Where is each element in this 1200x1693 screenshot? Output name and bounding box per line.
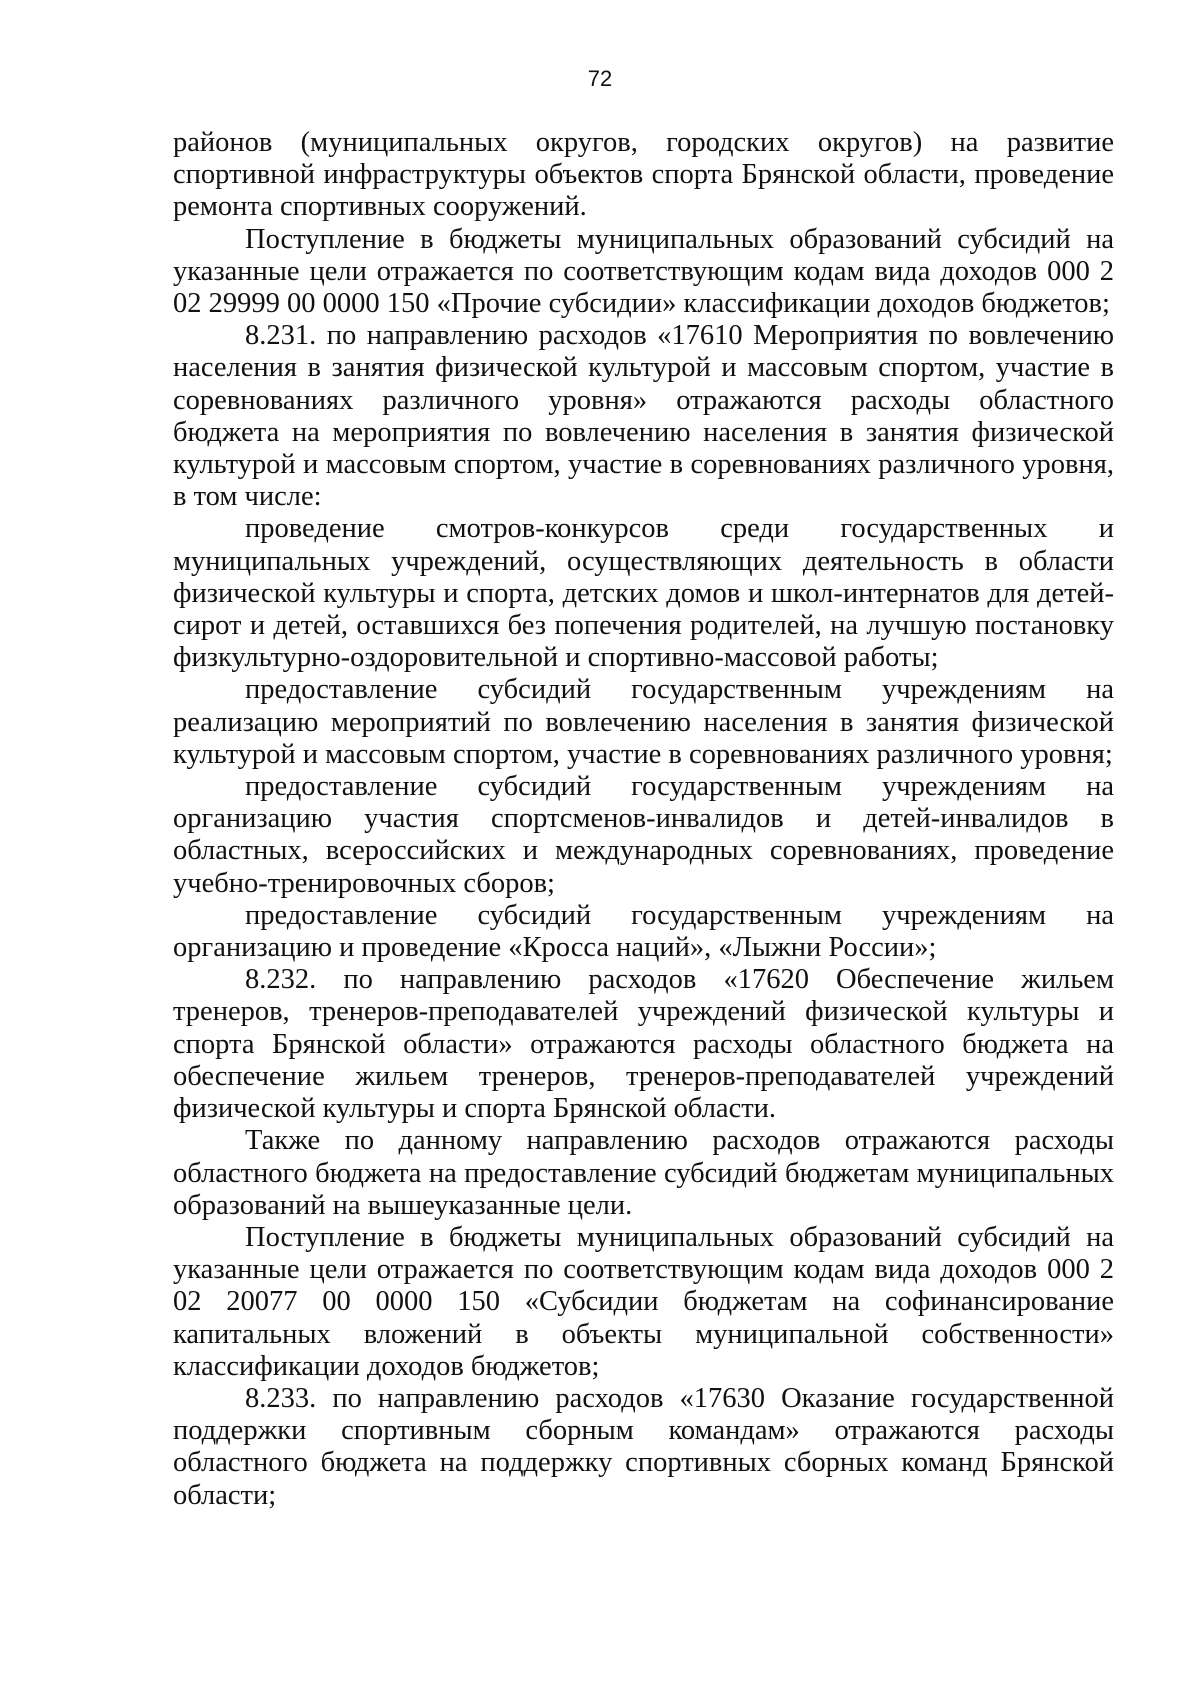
document-body xyxy=(173,127,1114,1512)
paragraph-continuation: районов (муниципальных округов, городских округов) на развитие спортивной инфраструктуры объектов спорта Брянской области, проведение ремонта спортивных сооружений. xyxy=(173,127,1114,223)
paragraph-reviews-competitions: проведение смотров-конкурсов среди государственных и муниципальных учреждений, осуществляющих деятельность в области физической культуры и спорта, детских домов и школ-интернатов для детей-сирот и детей, оставшихся без попечения родителей, на лучшую постановку физкультурно-оздоровительной и спортивно-массовой работы; xyxy=(173,513,1114,674)
paragraph-subsidies-events: предоставление субсидий государственным учреждениям на организацию и проведение «Кросса наций», «Лыжни России»; xyxy=(173,899,1114,964)
paragraph-8-232: 8.232. по направлению расходов «17620 Обеспечение жильем тренеров, тренеров-преподавателей учреждений физической культуры и спорта Брянской области» отражаются расходы областного бюджета на обеспечение жильем тренеров, тренеров-преподавателей учреждений физической культуры и спорта Брянской области. xyxy=(173,964,1114,1125)
paragraph-subsidy-receipt-20077: Поступление в бюджеты муниципальных образований субсидий на указанные цели отражается по соответствующим кодам вида доходов 000 2 02 20077 00 0000 150 «Субсидии бюджетам на софинансирование капитальных вложений в объекты муниципальной собственности» классификации доходов бюджетов; xyxy=(173,1221,1114,1382)
paragraph-subsidy-receipt-29999: Поступление в бюджеты муниципальных образований субсидий на указанные цели отражается по соответствующим кодам вида доходов 000 2 02 29999 00 0000 150 «Прочие субсидии» классификации доходов бюджетов; xyxy=(173,223,1114,320)
paragraph-8-231: 8.231. по направлению расходов «17610 Мероприятия по вовлечению населения в занятия физической культурой и массовым спортом, участие в соревнованиях различного уровня» отражаются расходы областного бюджета на мероприятия по вовлечению населения в занятия физической культурой и массовым спортом, участие в соревнованиях различного уровня, в том числе: xyxy=(173,320,1114,513)
paragraph-subsidies-disabled-athletes: предоставление субсидий государственным учреждениям на организацию участия спортсменов-инвалидов и детей-инвалидов в областных, всероссийских и международных соревнованиях, проведение учебно-тренировочных сборов; xyxy=(173,771,1114,899)
paragraph-subsidies-mass-sport: предоставление субсидий государственным учреждениям на реализацию мероприятий по вовлечению населения в занятия физической культурой и массовым спортом, участие в соревнованиях различного уровня; xyxy=(173,674,1114,770)
page-number: 72 xyxy=(587,66,613,91)
paragraph-also-subsidies: Также по данному направлению расходов отражаются расходы областного бюджета на предоставление субсидий бюджетам муниципальных образований на вышеуказанные цели. xyxy=(173,1125,1114,1221)
paragraph-8-233: 8.233. по направлению расходов «17630 Оказание государственной поддержки спортивным сборным командам» отражаются расходы областного бюджета на поддержку спортивных сборных команд Брянской области; xyxy=(173,1382,1114,1511)
